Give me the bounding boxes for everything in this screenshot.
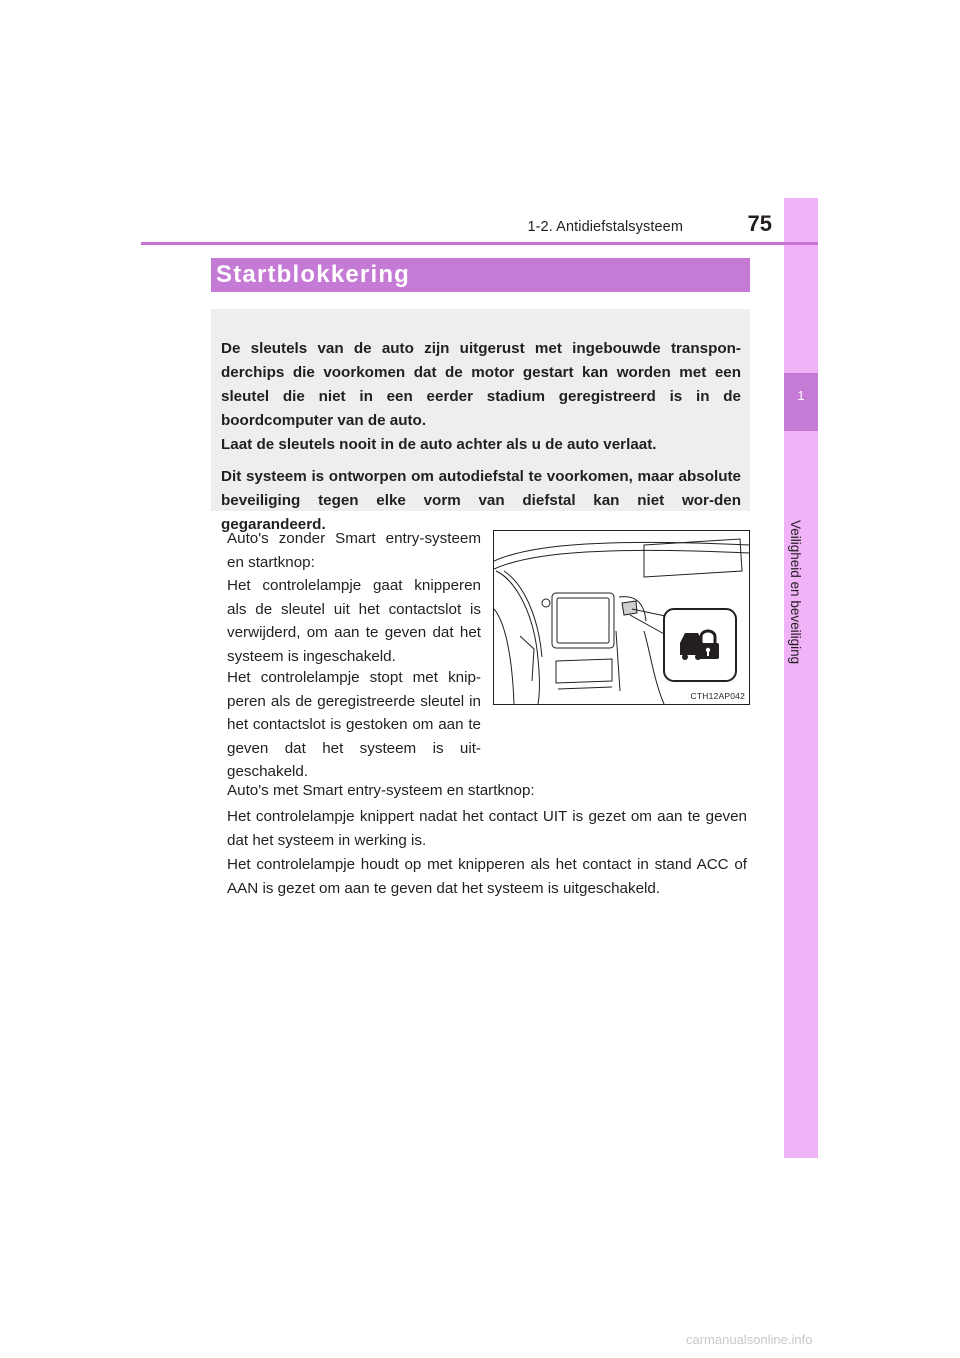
side-tab: [784, 198, 818, 1158]
without-smart-heading: Auto's zonder Smart entry-systeem en startknop:: [227, 530, 481, 571]
side-tab-chapter-number: 1: [797, 388, 805, 403]
intro-paragraph-3: Dit systeem is ontworpen om autodiefstal te voorkomen, maar absolute beveiliging tegen elke vorm van diefstal kan niet wor-den gegarandeerd.: [221, 468, 741, 533]
header-section-name: 1-2. Antidiefstalsysteem: [527, 219, 683, 235]
with-smart-paragraph-2: Het controlelampje houdt op met knipperen als het contact in stand ACC of AAN is gezet om aan te geven dat het systeem is uitgeschakeld.: [227, 856, 747, 897]
without-smart-paragraph-2: Het controlelampje stopt met knip-peren als de geregistreerde sleutel in het contactslot is gestoken om aan te geven dat het systeem is uit-geschakeld.: [227, 669, 481, 780]
figure-code: CTH12AP042: [690, 691, 745, 701]
intro-paragraph-1: De sleutels van de auto zijn uitgerust met ingebouwde transpon-derchips die voorkomen dat de motor gestart kan worden met een sleutel die niet in een eerder stadium geregistreerd is in de boordcomputer van de auto.: [221, 340, 741, 429]
without-smart-paragraph-1: Het controlelampje gaat knipperen als de sleutel uit het contactslot is verwijderd, om aan te geven dat het systeem is ingeschakeld.: [227, 577, 481, 665]
header-rule: [141, 242, 818, 245]
side-tab-chapter-title: Veiligheid en beveiliging: [788, 520, 803, 665]
with-smart-heading: Auto's met Smart entry-systeem en startknop:: [227, 782, 535, 799]
intro-paragraph-2: Laat de sleutels nooit in de auto achter als u de auto verlaat.: [221, 436, 657, 453]
with-smart-paragraph-1: Het controlelampje knippert nadat het contact UIT is gezet om aan te geven dat het systeem in werking is.: [227, 808, 747, 849]
dashboard-figure: [493, 530, 750, 705]
page-number: 75: [747, 211, 772, 236]
section-title: Startblokkering: [216, 261, 411, 288]
watermark: carmanualsonline.info: [686, 1332, 813, 1347]
section-title-bar: [211, 258, 750, 292]
dashboard-illustration: [494, 531, 749, 704]
intro-box: [211, 309, 750, 533]
